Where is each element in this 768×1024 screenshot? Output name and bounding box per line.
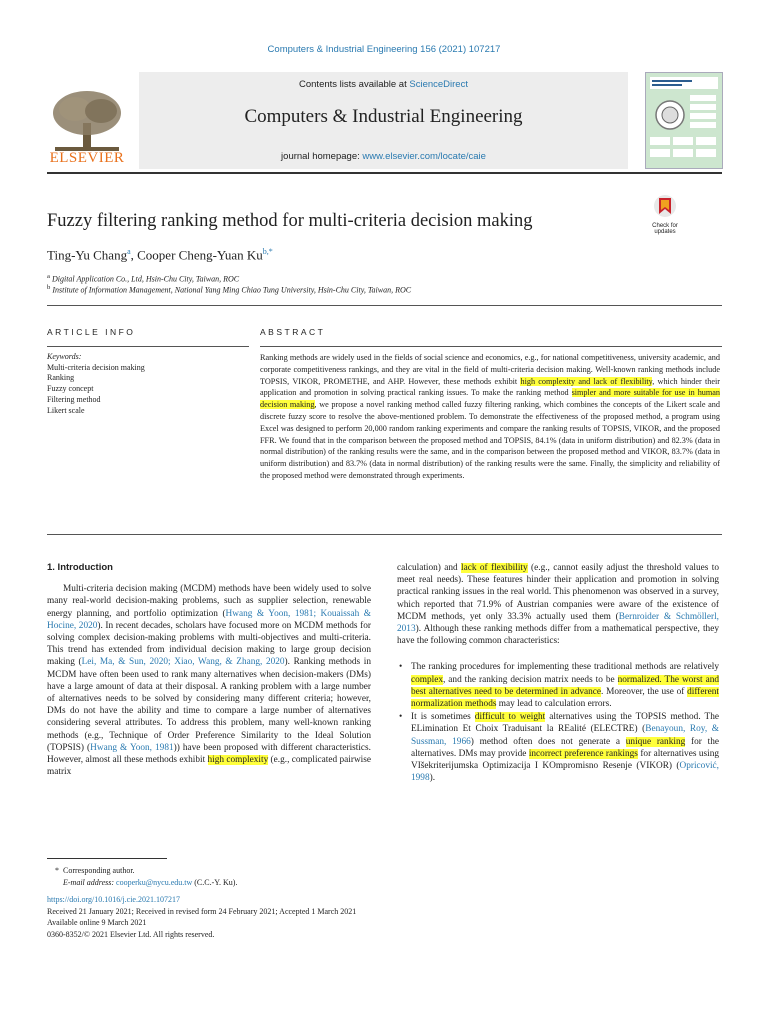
- highlighted-text: incorrect preference rankings: [528, 748, 638, 759]
- affiliation-line: [47, 273, 239, 284]
- affiliation-mark: b: [47, 284, 51, 291]
- affiliation-mark: a: [47, 273, 50, 280]
- body-right-column: [397, 562, 719, 785]
- citation-link[interactable]: Benayoun, Roy, & Sussman, 1966: [411, 724, 719, 747]
- elsevier-wordmark: ELSEVIER: [49, 150, 125, 166]
- homepage-prefix: journal homepage:: [281, 151, 363, 162]
- affiliation-line: [47, 284, 411, 295]
- abstract-text-run: , we propose a novel ranking method called fuzzy filtering ranking, which combines the concepts of the Likert scale and discrete fuzzy score to resolve the above-mentioned problem. To demonstrate the effectiveness of the proposed method, a program using Excel was designed to perform 20,000 random ranking experiments and compare the ranking results of TOPSIS, VIKOR, and the proposed FFR. We found that in the comparison between the proposed method and TOPSIS, 84.1% (data in uniform distribution) and 82.3% (data in normal distribution) of the ranking results were the same, and in the comparison between the proposed method and VIKOR, 83.7% (data in uniform distribution) and 83.7% (data in normal distribution) of the ranking results were the same. Finally, the simplicity and reliability of the proposed method were demonstrated through experiments.: [260, 400, 720, 480]
- email-suffix: (C.C.-Y. Ku).: [192, 877, 238, 887]
- sciencedirect-link[interactable]: ScienceDirect: [409, 79, 468, 90]
- highlighted-text: simpler and more suitable for use in human decision making: [260, 388, 720, 410]
- text-run: ). In recent decades, scholars have focused more on MCDM methods for solving complex decision-making problems with multi-objectives and multi-criteria. This trend has extended from individual decision making to large group decision making (: [47, 620, 371, 668]
- text-run: It is sometimes: [411, 712, 475, 723]
- highlighted-text: high complexity and lack of flexibility: [520, 376, 653, 386]
- keyword-item: Ranking: [47, 373, 75, 383]
- highlighted-text: different normalization methods: [411, 686, 719, 710]
- paragraph: [47, 583, 371, 778]
- text-run: )) have been proposed with different characteristics. However, almost all these methods exhibit: [47, 742, 371, 766]
- author-list: [47, 247, 273, 263]
- citation-link[interactable]: Opricović, 1998: [411, 761, 719, 784]
- text-run: ). Although these ranking methods differ from a mathematical perspective, they have the following common characteristics:: [397, 624, 719, 647]
- paper-title: Fuzzy filtering ranking method for multi-criteria decision making: [47, 211, 533, 231]
- footnote-divider: [47, 858, 167, 859]
- citation-link[interactable]: Hwang & Yoon, 1981; Kouaissah & Hocine, 2020: [47, 608, 371, 631]
- email-link[interactable]: cooperku@nycu.edu.tw: [116, 877, 193, 887]
- abstract-end-divider: [47, 534, 722, 535]
- highlighted-text: normalized. The worst and best alternatives need to be determined in advance: [411, 674, 719, 697]
- author-affiliation-mark[interactable]: a: [127, 247, 131, 256]
- text-run: (e.g., complicated pairwise matrix: [47, 755, 371, 778]
- keyword-item: Multi-criteria decision making: [47, 362, 145, 372]
- text-run: (e.g., cannot easily adjust the threshold values to meet real needs). These features hinder their application and promotion in solving practical ranking issues in the real world. This phenomenon was observed in a survey, which reported that 71.9% of Austrian companies were aware of the existence of MCDM methods, yet only 33.3% actually used them (: [397, 563, 719, 622]
- journal-cover-thumbnail[interactable]: [645, 72, 723, 169]
- citation-link[interactable]: Lei, Ma, & Sun, 2020; Xiao, Wang, & Zhang, 2020: [81, 657, 285, 668]
- journal-title: Computers & Industrial Engineering: [244, 106, 523, 127]
- list-item: [397, 661, 719, 710]
- abstract-divider: [260, 346, 722, 347]
- keyword-item: Fuzzy concept: [47, 384, 94, 394]
- highlighted-text: lack of flexibility: [461, 563, 528, 573]
- text-run: ).: [429, 773, 436, 784]
- citation-link[interactable]: Hwang & Yoon, 1981: [90, 742, 174, 753]
- citation-link[interactable]: Bernroider & Schmöllerl, 2013: [397, 611, 719, 635]
- text-run: may lead to calculation errors.: [496, 699, 612, 710]
- body-left-column: [47, 562, 371, 778]
- journal-homepage-link[interactable]: www.elsevier.com/locate/caie: [362, 151, 486, 162]
- characteristics-list: [397, 661, 719, 784]
- text-run: . Moreover, the use of: [601, 686, 688, 697]
- article-info-divider: [47, 346, 249, 347]
- received-dates: Received 21 January 2021; Received in revised form 24 February 2021; Accepted 1 March 2021: [47, 906, 357, 916]
- text-run: , and the ranking decision matrix needs to be: [443, 674, 618, 685]
- text-run: ). Ranking methods in MCDM have often been used to rank many alternatives when decision-makers (DMs) have a large amount of data at their disposal. A ranking problem with a large number of alternatives needs to be solved by considering many different criteria; however, DMs do not have the ability and time to compare a large number of alternatives considering several attributes. To address this problem, many well-known ranking methods (e.g., Technique of Order Preference Similarity to the Ideal Solution (TOPSIS) (: [47, 657, 372, 753]
- asterisk-mark: *: [55, 866, 63, 875]
- cover-image: [646, 73, 722, 168]
- keywords-block: [47, 352, 145, 416]
- author-name: Ting-Yu Chang: [47, 247, 128, 263]
- crossmark-label: Check for updates: [652, 223, 678, 235]
- journal-citation-header[interactable]: Computers & Industrial Engineering 156 (2021) 107217: [267, 44, 501, 55]
- text-run: alternatives using the TOPSIS method. The ELimination Et Choix Traduisant la REalité (ELECTRE) (: [411, 712, 719, 735]
- section-heading: 1. Introduction: [47, 562, 113, 573]
- text-run: The ranking procedures for implementing these traditional methods are relatively: [411, 662, 719, 673]
- footnote-text: Corresponding author.: [63, 866, 135, 875]
- affiliation-text: Institute of Information Management, National Yang Ming Chiao Tung University, Hsin-Chu City, Taiwan, ROC: [52, 285, 412, 295]
- email-note: [47, 877, 722, 889]
- highlighted-text: difficult to weight: [474, 712, 546, 723]
- crossmark-icon: [645, 194, 685, 218]
- abstract-heading: ABSTRACT: [260, 327, 326, 337]
- affiliation-text: Digital Application Co., Ltd, Hsin-Chu City, Taiwan, ROC: [51, 274, 240, 284]
- abstract-text: [260, 352, 720, 482]
- paragraph: [397, 562, 719, 647]
- keywords-label: Keywords:: [47, 352, 82, 361]
- highlighted-text: complex: [411, 674, 444, 685]
- header-divider: [47, 172, 722, 174]
- available-online-date: Available online 9 March 2021: [47, 918, 147, 927]
- text-run: Multi-criteria decision making (MCDM) methods have been widely used to solve many real-world decision-making problems, such as supplier selection, renewable energy planning, and portfolio optimization (: [47, 584, 371, 619]
- text-run: for the alternatives. DMs may provide: [411, 736, 719, 759]
- text-run: ) method often does not generate a: [470, 736, 626, 747]
- keyword-item: Likert scale: [47, 405, 85, 415]
- text-run: for alternatives using VIšekriterijumska Optimizacija I KOmpromisno Resenje (VIKOR) (: [411, 748, 719, 772]
- copyright-line: 0360-8352/© 2021 Elsevier Ltd. All rights reserved.: [47, 929, 215, 939]
- text-run: calculation) and: [397, 563, 462, 573]
- author-affiliation-mark[interactable]: b,*: [262, 247, 273, 256]
- abstract-text-run: , which hinder their application and promotion in solving practical ranking issues. To make the ranking method: [260, 376, 720, 398]
- title-divider: [47, 305, 722, 306]
- keyword-item: Filtering method: [47, 394, 101, 404]
- journal-homepage-line: [139, 151, 628, 162]
- corresponding-author-note: [47, 865, 722, 877]
- article-info-heading: ARTICLE INFO: [47, 327, 136, 337]
- highlighted-text: high complexity: [207, 755, 269, 766]
- contents-prefix: Contents lists available at: [299, 79, 410, 90]
- email-label: E-mail address:: [63, 877, 117, 887]
- doi-link[interactable]: https://doi.org/10.1016/j.cie.2021.107217: [47, 895, 180, 904]
- contents-available-line: [139, 79, 628, 90]
- highlighted-text: unique ranking: [625, 736, 686, 747]
- check-for-updates-badge[interactable]: [645, 194, 685, 235]
- list-item: [397, 711, 719, 784]
- abstract-text-run: Ranking methods are widely used in the fields of social science and economics, e.g., for national competitiveness, university academic, and corporate competitiveness rankings, and they are vital in the field of multi-criteria decision making. Well-known ranking methods include TOPSIS, VIKOR, PROMETHE, and AHP. However, these methods exhibit: [260, 353, 720, 386]
- author-name: , Cooper Cheng-Yuan Ku: [130, 247, 263, 263]
- footnotes-block: [47, 865, 722, 940]
